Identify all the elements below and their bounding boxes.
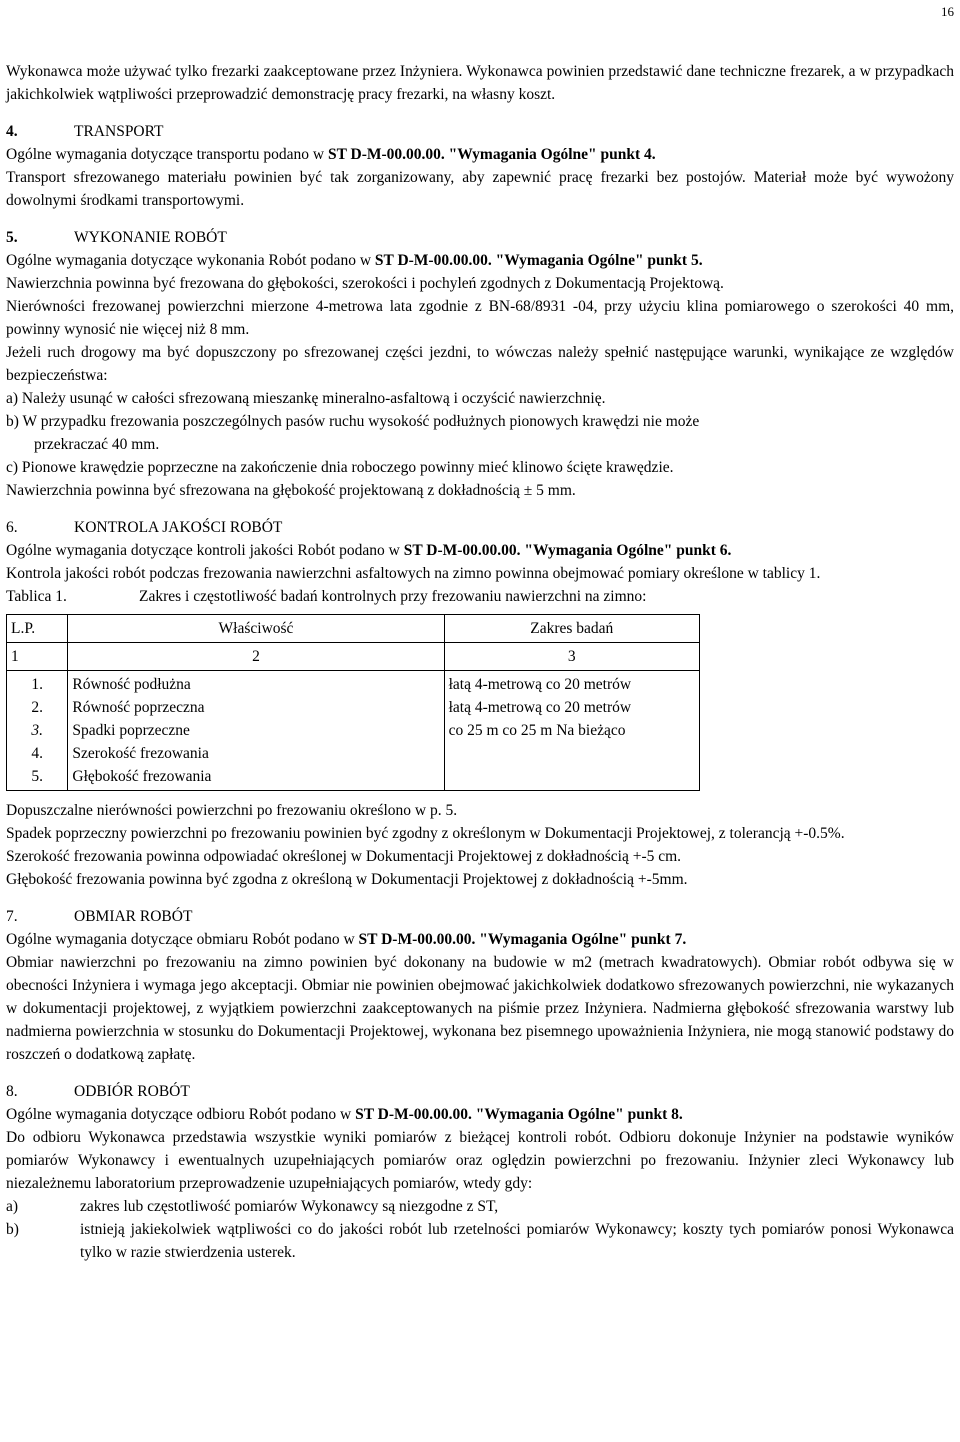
table-cell bbox=[449, 742, 695, 765]
control-table bbox=[6, 614, 700, 791]
section-6-number: 6. bbox=[6, 519, 18, 536]
section-8-general-text: Ogólne wymagania dotyczące odbioru Robót podano w bbox=[6, 1106, 356, 1123]
section-6-after-2: Spadek poprzeczny powierzchni po frezowaniu powinien być zgodny z określonym w Dokumentacji Projektowej, z tolerancją +-0.5%. bbox=[6, 825, 845, 842]
table-caption bbox=[6, 585, 954, 608]
section-8-item-b bbox=[6, 1218, 954, 1264]
section-5-item-b: b) W przypadku frezowania poszczególnych pasów ruchu wysokość podłużnych pionowych krawędzi nie może bbox=[6, 413, 700, 430]
table-cell bbox=[449, 765, 695, 788]
document-body bbox=[6, 60, 954, 1264]
table-cell: co 25 m co 25 m Na bieżąco bbox=[448, 722, 626, 739]
section-6-heading bbox=[6, 516, 954, 539]
section-5-item-b-cont: przekraczać 40 mm. bbox=[34, 436, 160, 453]
section-5-general-text: Ogólne wymagania dotyczące wykonania Robót podano w bbox=[6, 252, 375, 269]
section-6-after-4: Głębokość frezowania powinna być zgodna z określoną w Dokumentacji Projektowej z dokładnością +-5mm. bbox=[6, 871, 688, 888]
section-6-general bbox=[6, 539, 954, 562]
section-4-general-text: Ogólne wymagania dotyczące transportu podano w bbox=[6, 146, 328, 163]
table-colnum-row bbox=[7, 643, 700, 671]
section-7-body: Obmiar nawierzchni po frezowaniu na zimno powinien być dokonany na budowie w m2 (metrach kwadratowych). Obmiar robót odbywa się w obecności Inżyniera i wymaga jego akceptacji. Obmiar nie powinien obejmować jakichkolwiek dodatkowo sfrezowanych powierzchni, nie wykazanych w dokumentacji projektowej, z wyjątkiem powierzchni zaakceptowanych na piśmie przez Inżyniera. Nadmierna głębokość sfrezowania warstwy lub nadmierna powierzchnia w stosunku do Dokumentacji Projektowej, wykonana bez pisemnego upoważnienia Inżyniera, nie mogą stanowić podstawy do roszczeń o dodatkową zapłatę. bbox=[6, 954, 954, 1063]
section-6-reference: ST D-M-00.00.00. "Wymagania Ogólne" punkt 6. bbox=[403, 542, 732, 559]
list-text: istnieją jakiekolwiek wątpliwości co do jakości robót lub rzetelności pomiarów Wykonawcy; koszty tych pomiarów ponosi Wykonawca tylko w razie stwierdzenia usterek. bbox=[80, 1221, 954, 1261]
section-8-heading bbox=[6, 1080, 954, 1103]
section-6-general-text: Ogólne wymagania dotyczące kontroli jakości Robót podano w bbox=[6, 542, 404, 559]
section-5-number: 5. bbox=[6, 229, 18, 246]
section-8-number: 8. bbox=[6, 1083, 18, 1100]
table-cell: łatą 4-metrową co 20 metrów bbox=[448, 699, 632, 716]
section-5-p1: Nawierzchnia powinna być frezowana do głębokości, szerokości i pochyleń zgodnych z Dokumentacją Projektową. bbox=[6, 275, 724, 292]
section-5-general bbox=[6, 249, 954, 272]
table-header-lp: L.P. bbox=[7, 615, 68, 643]
list-marker: a) bbox=[6, 1198, 19, 1215]
section-7-general-text: Ogólne wymagania dotyczące obmiaru Robót podano w bbox=[6, 931, 359, 948]
section-8-item-a bbox=[6, 1195, 954, 1218]
section-5-title: WYKONANIE ROBÓT bbox=[74, 229, 227, 246]
table-cell: 4. bbox=[31, 745, 44, 762]
section-4-number: 4. bbox=[6, 123, 18, 140]
section-5-heading bbox=[6, 226, 954, 249]
section-7-heading bbox=[6, 905, 954, 928]
table-cell: 2. bbox=[31, 699, 44, 716]
table-cell: Spadki poprzeczne bbox=[72, 722, 190, 739]
section-8-general bbox=[6, 1103, 954, 1126]
table-colnum: 3 bbox=[444, 643, 699, 671]
page-number: 16 bbox=[941, 4, 954, 19]
table-cell: Równość podłużna bbox=[72, 676, 191, 693]
section-8-body: Do odbioru Wykonawca przedstawia wszystkie wyniki pomiarów z bieżącej kontroli robót. Odbioru dokonuje Inżynier na podstawie wyników pomiarów Wykonawcy i ewentualnych uzupełniających pomiarów oraz oględzin powierzchni po frezowaniu. Inżynier zleci Wykonawcy lub niezależnemu laboratorium przeprowadzenie uzupełniających pomiarów, wtedy gdy: bbox=[6, 1129, 954, 1192]
table-label: Tablica 1. bbox=[6, 588, 67, 605]
section-4-body: Transport sfrezowanego materiału powinien być tak zorganizowany, aby zapewnić pracę frezarki bez postojów. Materiał może być wywożony dowolnymi środkami transportowymi. bbox=[6, 169, 954, 209]
section-6-title: KONTROLA JAKOŚCI ROBÓT bbox=[74, 519, 283, 536]
section-7-reference: ST D-M-00.00.00. "Wymagania Ogólne" punkt 7. bbox=[358, 931, 687, 948]
table-property-cell bbox=[68, 671, 444, 791]
table-lp-cell bbox=[7, 671, 68, 791]
section-5-item-c: c) Pionowe krawędzie poprzeczne na zakończenie dnia roboczego powinny mieć klinowo ścięte krawędzie. bbox=[6, 459, 674, 476]
section-6-p1: Kontrola jakości robót podczas frezowania nawierzchni asfaltowych na zimno powinna obejmować pomiary określone w tablicy 1. bbox=[6, 565, 821, 582]
section-7-general bbox=[6, 928, 954, 951]
table-body-row bbox=[7, 671, 700, 791]
section-6-after-3: Szerokość frezowania powinna odpowiadać określonej w Dokumentacji Projektowej z dokładnością +-5 cm. bbox=[6, 848, 682, 865]
section-4-general bbox=[6, 143, 954, 166]
table-header-property: Właściwość bbox=[68, 615, 444, 643]
table-cell: 5. bbox=[31, 768, 44, 785]
table-cell: Głębokość frezowania bbox=[72, 768, 212, 785]
section-8-title: ODBIÓR ROBÓT bbox=[74, 1083, 190, 1100]
intro-paragraph: Wykonawca może używać tylko frezarki zaakceptowane przez Inżyniera. Wykonawca powinien przedstawić dane techniczne frezarek, a w przypadkach jakichkolwiek wątpliwości przeprowadzić demonstrację pracy frezarki, na własny koszt. bbox=[6, 63, 954, 103]
section-6-after-1: Dopuszczalne nierówności powierzchni po frezowaniu określono w p. 5. bbox=[6, 802, 458, 819]
table-cell: Równość poprzeczna bbox=[72, 699, 205, 716]
table-cell: 1. bbox=[31, 676, 44, 693]
section-5-p2: Nierówności frezowanej powierzchni mierzone 4-metrowa lata zgodnie z BN-68/8931 -04, przy użyciu klina pomiarowego o szerokości 40 mm, powinny wynosić nie więcej niż 8 mm. bbox=[6, 298, 954, 338]
section-5-item-a: a) Należy usunąć w całości sfrezowaną mieszankę mineralno-asfaltową i oczyścić nawierzchnię. bbox=[6, 390, 606, 407]
table-cell: Szerokość frezowania bbox=[72, 745, 209, 762]
section-4-title: TRANSPORT bbox=[74, 123, 164, 140]
table-cell: 3. bbox=[31, 722, 44, 739]
list-text: zakres lub częstotliwość pomiarów Wykonawcy są niezgodne z ST, bbox=[80, 1198, 499, 1215]
table-caption-text: Zakres i częstotliwość badań kontrolnych przy frezowaniu nawierzchni na zimno: bbox=[139, 588, 647, 605]
section-5-p4: Nawierzchnia powinna być sfrezowana na głębokość projektowaną z dokładnością ± 5 mm. bbox=[6, 482, 576, 499]
section-7-number: 7. bbox=[6, 908, 18, 925]
list-marker: b) bbox=[6, 1221, 19, 1238]
section-8-reference: ST D-M-00.00.00. "Wymagania Ogólne" punkt 8. bbox=[355, 1106, 683, 1123]
table-colnum: 1 bbox=[7, 643, 68, 671]
table-header-row bbox=[7, 615, 700, 643]
section-4-heading bbox=[6, 120, 954, 143]
table-header-scope: Zakres badań bbox=[444, 615, 699, 643]
section-7-title: OBMIAR ROBÓT bbox=[74, 908, 193, 925]
table-scope-cell bbox=[444, 671, 699, 791]
table-colnum: 2 bbox=[68, 643, 444, 671]
section-5-p3: Jeżeli ruch drogowy ma być dopuszczony po sfrezowanej części jezdni, to wówczas należy spełnić następujące warunki, wynikające ze względów bezpieczeństwa: bbox=[6, 344, 954, 384]
section-4-reference: ST D-M-00.00.00. "Wymagania Ogólne" punkt 4. bbox=[327, 146, 656, 163]
table-cell: łatą 4-metrową co 20 metrów bbox=[448, 676, 632, 693]
section-5-reference: ST D-M-00.00.00. "Wymagania Ogólne" punkt 5. bbox=[374, 252, 703, 269]
